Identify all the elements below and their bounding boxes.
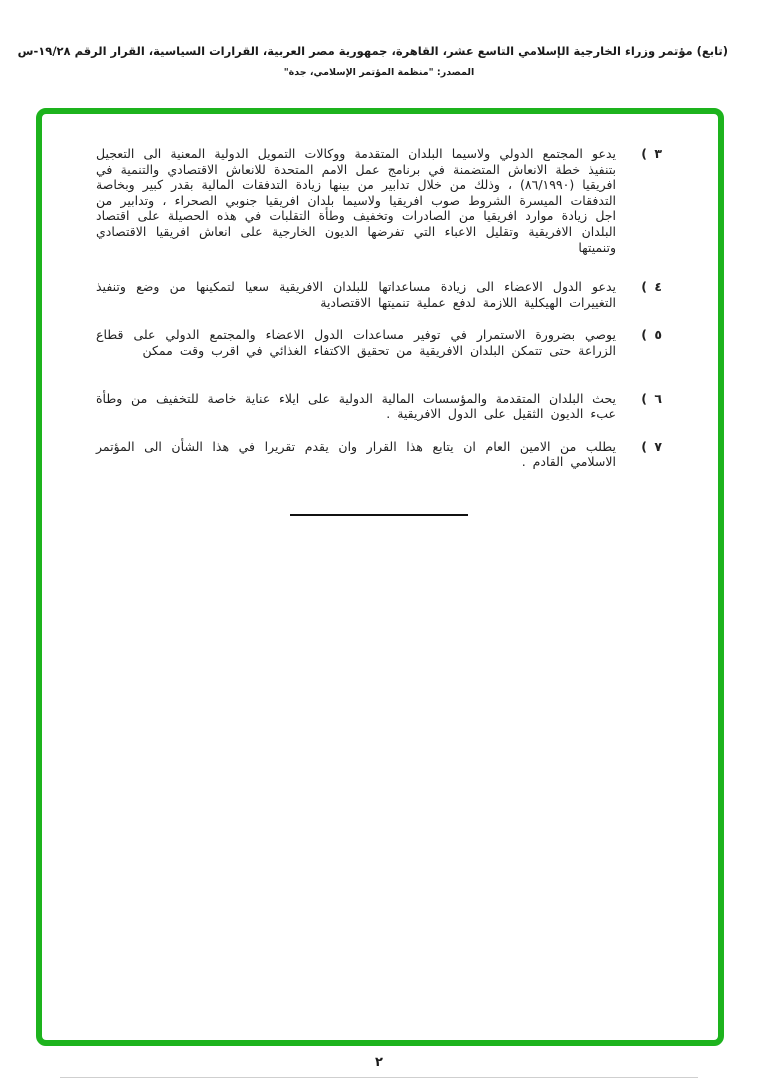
resolution-body: [96, 146, 662, 516]
clause-number: ٣ ): [641, 146, 662, 161]
page-number: ٢: [375, 1055, 383, 1070]
clause-number: ٤ ): [641, 279, 662, 295]
content-border-box: [36, 108, 724, 1046]
clause-number: ٥ ): [641, 327, 662, 343]
resolution-clause-5: [96, 327, 662, 358]
header-source-line: المصدر: "منظمة المؤتمر الإسلامي، جدة": [283, 67, 475, 78]
document-header: [17, 44, 728, 78]
clause-text: يطلب من الامين العام ان يتابع هذا القرار وان يقدم تقريرا في هذا الشأن الى المؤتمر الاسلامي القادم .: [96, 438, 616, 470]
clause-text: يوصي بضرورة الاستمرار في توفير مساعدات الدول الاعضاء والمجتمع الدولي على قطاع الزراعة حتى تتمكن البلدان الافريقية من تحقيق الاكتفاء الغذائي في اقرب وقت ممكن: [96, 327, 616, 358]
resolution-clause-3: [96, 146, 662, 255]
clause-number: ٧ ): [641, 438, 662, 454]
header-title-line: (تابع) مؤتمر وزراء الخارجية الإسلامي التاسع عشر، القاهرة، جمهورية مصر العربية، القرارات السياسية، القرار الرقم ١٩/٢٨-س: [17, 44, 728, 58]
clause-text: يدعو المجتمع الدولي ولاسيما البلدان المتقدمة ووكالات التمويل الدولية المعنية الى التعجيل بتنفيذ خطة الانعاش المتضمنة في برنامج عمل الامم المتحدة للانعاش الاقتصادي والتنمية في افريقيا (٨٦/١٩٩٠) ، وذلك من خلال تدابير من بينها زيادة التدفقات المالية بقدر كبير وبخاصة التدفقات الميسرة الشروط صوب افريقيا ولاسيما بلدان افريقيا جنوبي الصحراء ، وتدابير من اجل زيادة موارد افريقيا من الصادرات وتخفيف وطأة التقلبات في هذه الحصيلة على اقتصاد البلدان الافريقية وتقليل الاعباء التي تفرضها الديون الخارجية على انعاش افريقيا الاقتصادي وتنميتها: [96, 146, 616, 255]
clause-number: ٦ ): [641, 390, 662, 406]
resolution-clause-4: [96, 279, 662, 310]
clause-text: يحث البلدان المتقدمة والمؤسسات المالية الدولية على ايلاء عناية خاصة للتخفيف من وطأة عبء الديون الثقيل على الدول الافريقية .: [96, 390, 616, 422]
resolution-clause-7: [96, 439, 662, 470]
resolution-clause-6: [96, 391, 662, 422]
clause-text: يدعو الدول الاعضاء الى زيادة مساعداتها للبلدان الافريقية سعيا لتمكينها من وضع وتنفيذ التغييرات الهيكلية اللازمة لدفع عملية تنميتها الاقتصادية: [96, 279, 616, 310]
end-of-text-divider: [290, 514, 468, 516]
